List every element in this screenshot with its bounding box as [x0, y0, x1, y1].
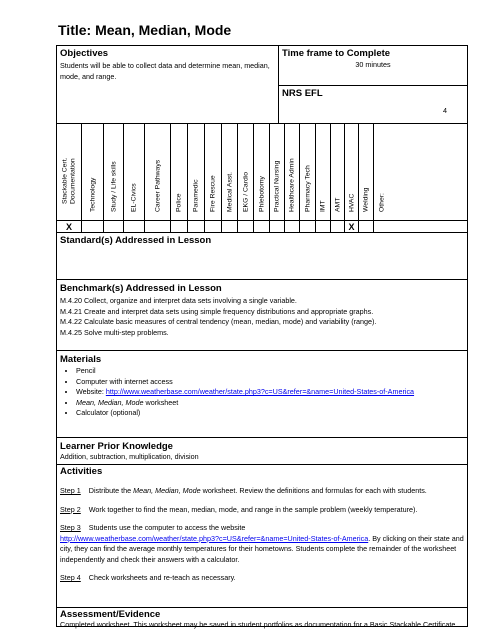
program-label: Stackable Cert. Documentation	[61, 157, 76, 204]
check-technology[interactable]	[82, 221, 104, 233]
material-item	[76, 387, 464, 398]
check-stackable[interactable]: X	[57, 221, 82, 233]
prior-text: Addition, subtraction, multiplication, division	[60, 452, 199, 461]
step-label: Step 4	[60, 573, 81, 582]
check-phlebotomy[interactable]	[254, 221, 270, 233]
col-welding	[359, 124, 374, 221]
material-item	[76, 398, 464, 409]
col-medical	[222, 124, 238, 221]
check-police[interactable]	[171, 221, 188, 233]
timeframe-heading: Time frame to Complete	[282, 48, 391, 59]
program-label: Welding	[362, 187, 370, 212]
prior-knowledge-section	[57, 438, 467, 465]
col-amt	[331, 124, 345, 221]
program-label: Phlebotomy	[257, 175, 265, 212]
col-police	[171, 124, 188, 221]
assessment-heading: Assessment/Evidence	[60, 609, 161, 620]
material-item: • Computer with internet access	[76, 377, 464, 388]
program-label: EL-Civics	[130, 182, 138, 212]
check-fire[interactable]	[205, 221, 222, 233]
nrs-cell	[279, 86, 467, 123]
objectives-text: Students will be able to collect data and determine mean, median, mode, and range.	[60, 61, 270, 81]
check-paramedic[interactable]	[188, 221, 205, 233]
program-label: Study / Life skills	[109, 160, 117, 212]
col-imt	[316, 124, 331, 221]
timeframe-cell	[279, 46, 467, 86]
page-title: Title: Mean, Median, Mode	[58, 22, 232, 38]
step-label: Step 1	[60, 486, 81, 495]
benchmark-item: M.4.20 Collect, organize and interpret data sets involving a single variable.	[60, 296, 297, 305]
col-career	[145, 124, 171, 221]
col-healthcare	[285, 124, 300, 221]
program-label: Practical Nursing	[273, 160, 281, 212]
weatherbase-link[interactable]: http://www.weatherbase.com/weather/state.php3?c=US&refer=&name=United-States-of-America	[60, 533, 369, 543]
worksheet-suffix: worksheet	[143, 397, 179, 407]
website-label: Website:	[76, 387, 106, 396]
program-label: Paramedic	[192, 179, 200, 212]
check-study[interactable]	[104, 221, 124, 233]
materials-section	[57, 351, 467, 438]
program-label: AMT	[333, 197, 341, 212]
activity-step-2: Step 2 Work together to find the mean, median, mode, and range in the sample problem (weekly temperature).	[60, 504, 418, 514]
step-label: Step 3	[60, 523, 81, 532]
col-pharmacy	[300, 124, 316, 221]
objectives-cell	[57, 46, 279, 123]
col-hvac	[345, 124, 359, 221]
program-label: Other:	[378, 192, 386, 212]
program-label: IMT	[319, 199, 327, 212]
check-healthcare[interactable]	[285, 221, 300, 233]
col-phlebotomy	[254, 124, 270, 221]
materials-list	[60, 366, 464, 419]
program-label: EKG / Cardio	[241, 171, 249, 212]
check-nursing[interactable]	[270, 221, 285, 233]
standards-section	[57, 233, 467, 280]
weatherbase-link[interactable]: http://www.weatherbase.com/weather/state.php3?c=US&refer=&name=United-States-of-America	[105, 387, 415, 396]
program-label: Pharmacy Tech	[303, 164, 311, 212]
benchmark-item: M.4.22 Calculate basic measures of central tendency (mean, median, mode) and variability (range).	[60, 317, 377, 326]
program-label: Career Pathways	[153, 159, 161, 212]
program-label: Medical Asst.	[225, 171, 233, 212]
check-other[interactable]	[374, 221, 467, 233]
check-welding[interactable]	[359, 221, 374, 233]
program-columns	[57, 124, 467, 221]
check-hvac[interactable]: X	[345, 221, 359, 233]
check-medical[interactable]	[222, 221, 238, 233]
material-item: • Calculator (optional)	[76, 408, 464, 419]
program-label: Fire Rescue	[209, 174, 217, 212]
col-elcivics	[124, 124, 145, 221]
col-paramedic	[188, 124, 205, 221]
activities-heading: Activities	[60, 466, 103, 477]
col-ekg	[238, 124, 254, 221]
nrs-heading: NRS EFL	[282, 88, 323, 99]
prior-heading: Learner Prior Knowledge	[60, 441, 173, 452]
activity-step-4: Step 4 Check worksheets and re-teach as necessary.	[60, 573, 236, 582]
benchmarks-section	[57, 280, 467, 351]
benchmarks-heading: Benchmark(s) Addressed in Lesson	[60, 283, 222, 294]
assessment-text: Completed worksheet. This worksheet may be saved in student portfolios as documentation for a Basic Stackable Certificate.	[60, 620, 458, 629]
objectives-heading: Objectives	[60, 48, 109, 59]
program-label: Technology	[88, 177, 96, 212]
nrs-value: 4	[443, 106, 447, 115]
col-study	[104, 124, 124, 221]
col-fire	[205, 124, 222, 221]
worksheet-title: Mean, Median, Mode	[76, 397, 144, 407]
lesson-plan-table	[56, 45, 468, 627]
program-label: Healthcare Admin	[288, 157, 296, 212]
program-label: Police	[175, 192, 183, 212]
check-ekg[interactable]	[238, 221, 254, 233]
activity-step-3: Step 3 Students use the computer to access the website http://www.weatherbase.com/weather/state.php3?c=US&refer=&name=United-States-of-America. By clicking on their state and city, they can find the average monthly temperatures for their hometowns. Students complete the remainder of the worksheet independently and check their answers with a calculator.	[60, 523, 464, 564]
col-stackable	[57, 124, 82, 221]
timeframe-value: 30 minutes	[355, 60, 391, 69]
check-amt[interactable]	[331, 221, 345, 233]
check-elcivics[interactable]	[124, 221, 145, 233]
col-other	[374, 124, 467, 221]
assessment-section	[57, 608, 467, 627]
check-imt[interactable]	[316, 221, 331, 233]
benchmark-item: M.4.21 Create and interpret data sets using simple frequency distributions and appropriate graphs.	[60, 306, 374, 316]
program-check-row	[57, 221, 467, 233]
material-item: • Pencil	[76, 366, 464, 377]
step-label: Step 2	[60, 504, 81, 514]
activities-section	[57, 465, 467, 608]
check-pharmacy[interactable]	[300, 221, 316, 233]
activity-step-1: Step 1 Distribute the Mean, Median, Mode worksheet. Review the definitions and formulas for each with students.	[60, 486, 427, 495]
standards-heading: Standard(s) Addressed in Lesson	[60, 235, 212, 246]
col-nursing	[270, 124, 285, 221]
benchmark-item: M.4.25 Solve multi-step problems.	[60, 327, 169, 337]
program-label: HVAC	[347, 193, 355, 212]
objectives-row	[57, 46, 467, 124]
check-career[interactable]	[145, 221, 171, 233]
col-technology	[82, 124, 104, 221]
materials-heading: Materials	[60, 354, 102, 365]
